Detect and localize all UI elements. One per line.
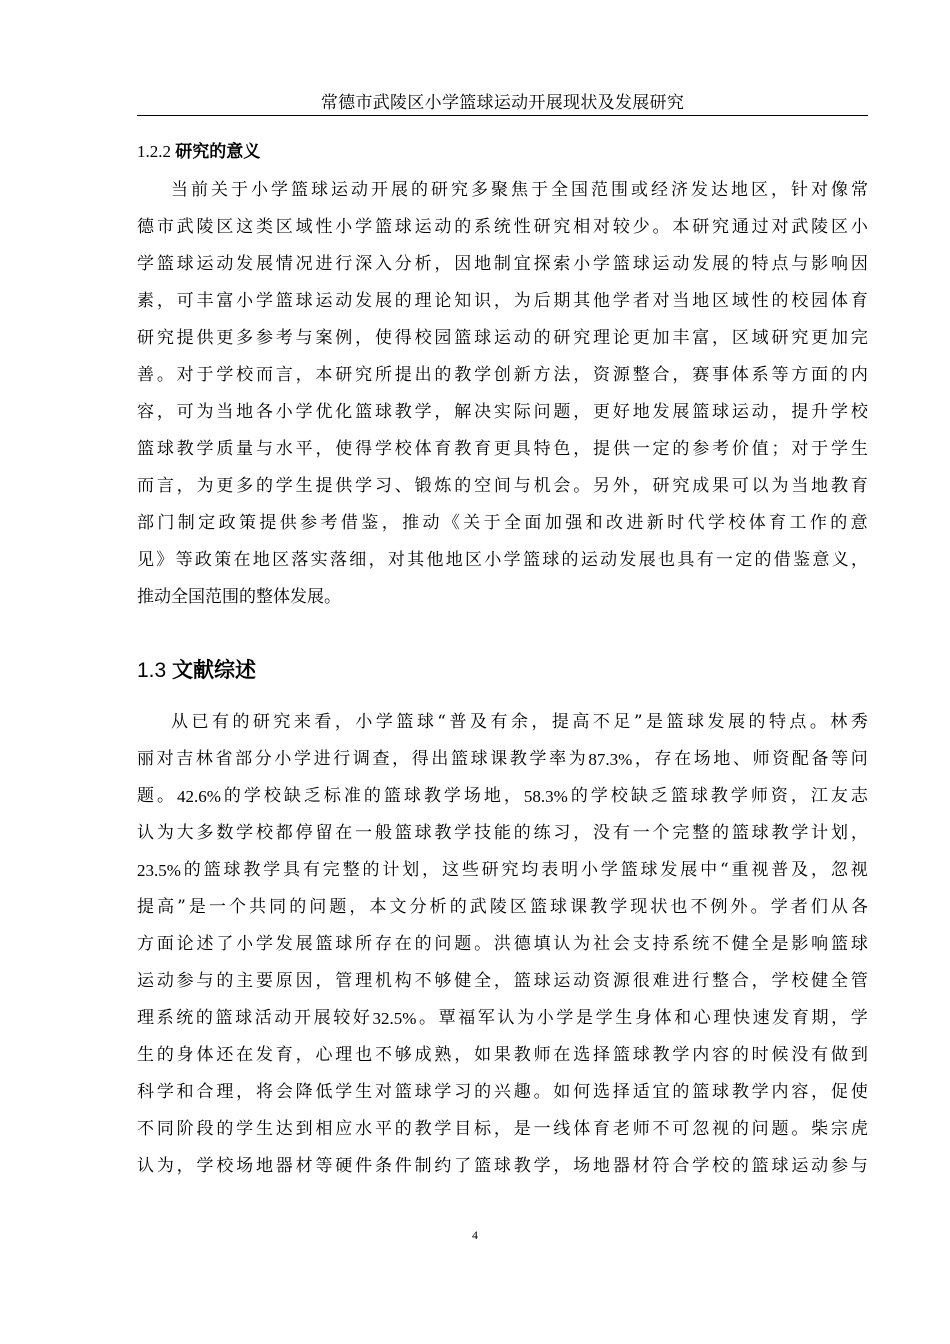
text-line: 方 面 论 述 了 小 学 发 展 篮 球 所 存 在 的 问 题 。 洪 德 填 认 为 社 会 支 持 系 统 不 健 全 是 影 响 篮 球 bbox=[137, 934, 868, 954]
text-line: 推动全国范围的整体发展。 bbox=[137, 587, 341, 607]
text-line: 题 。 42.6% 的 学 校 缺 乏 标 准 的 篮 球 教 学 场 地 ， 58.3% 的 学 校 缺 乏 篮 球 教 学 师 资 ， 江 友 志 bbox=[137, 786, 868, 806]
page-number: 4 bbox=[472, 1228, 478, 1242]
text-line: 从 已 有 的 研 究 来 看 ， 小 学 篮 球 “ 普 及 有 余 ， 提 高 不 足 ” 是 篮 球 发 展 的 特 点 。 林 秀 bbox=[171, 712, 868, 732]
text-line: 科 学 和 合 理 ， 将 会 降 低 学 生 对 篮 球 学 习 的 兴 趣 。 如 何 选 择 适 宜 的 篮 球 教 学 内 容 ， 促 使 bbox=[137, 1082, 868, 1102]
text-line: 理 系 统 的 篮 球 活 动 开 展 较 好 32.5% 。 覃 福 军 认 为 小 学 是 学 生 身 体 和 心 理 快 速 发 育 期 ， 学 bbox=[137, 1008, 868, 1028]
section-heading-1-2-2 bbox=[137, 140, 260, 164]
text-line: 德 市 武 陵 区 这 类 区 域 性 小 学 篮 球 运 动 的 系 统 性 研 究 相 对 较 少 。 本 研 究 通 过 对 武 陵 区 小 bbox=[137, 217, 868, 237]
text-line: 素 ， 可 丰 富 小 学 篮 球 运 动 发 展 的 理 论 知 识 ， 为 后 期 其 他 学 者 对 当 地 区 域 性 的 校 园 体 育 bbox=[137, 291, 868, 311]
text-line: 当 前 关 于 小 学 篮 球 运 动 开 展 的 研 究 多 聚 焦 于 全 国 范 围 或 经 济 发 达 地 区 ， 针 对 像 常 bbox=[171, 180, 868, 200]
text-line: 23.5% 的 篮 球 教 学 具 有 完 整 的 计 划 ， 这 些 研 究 均 表 明 小 学 篮 球 发 展 中 “ 重 视 普 及 ， 忽 视 bbox=[137, 860, 868, 880]
section-title: 文献综述 bbox=[172, 657, 257, 682]
section-number: 1.2.2 bbox=[137, 142, 176, 161]
section-title: 研究的意义 bbox=[175, 142, 261, 162]
text-line: 见 》 等 政 策 在 地 区 落 实 落 细 ， 对 其 他 地 区 小 学 篮 球 的 运 动 发 展 也 具 有 一 定 的 借 鉴 意 义 ， bbox=[137, 550, 868, 570]
running-header: 常德市武陵区小学篮球运动开展现状及发展研究 bbox=[320, 93, 685, 113]
section-heading-1-3 bbox=[137, 656, 256, 685]
text-line: 生 的 身 体 还 在 发 育 ， 心 理 也 不 够 成 熟 ， 如 果 教 师 在 选 择 篮 球 教 学 内 容 的 时 候 没 有 做 到 bbox=[137, 1045, 868, 1065]
text-line: 学 篮 球 运 动 发 展 情 况 进 行 深 入 分 析 ， 因 地 制 宜 探 索 小 学 篮 球 运 动 发 展 的 特 点 与 影 响 因 bbox=[137, 254, 868, 274]
text-line: 而 言 ， 为 更 多 的 学 生 提 供 学 习 、 锻 炼 的 空 间 与 机 会 。 另 外 ， 研 究 成 果 可 以 为 当 地 教 育 bbox=[137, 476, 868, 496]
text-line: 运 动 参 与 的 主 要 原 因 ， 管 理 机 构 不 够 健 全 ， 篮 球 运 动 资 源 很 难 进 行 整 合 ， 学 校 健 全 管 bbox=[137, 971, 868, 991]
text-line: 篮 球 教 学 质 量 与 水 平 ， 使 得 学 校 体 育 教 育 更 具 特 色 ， 提 供 一 定 的 参 考 价 值 ； 对 于 学 生 bbox=[137, 439, 868, 459]
text-line: 善 。 对 于 学 校 而 言 ， 本 研 究 所 提 出 的 教 学 创 新 方 法 ， 资 源 整 合 ， 赛 事 体 系 等 方 面 的 内 bbox=[137, 365, 868, 385]
paragraph-research-significance bbox=[137, 172, 868, 616]
text-line: 认 为 大 多 数 学 校 都 停 留 在 一 般 篮 球 教 学 技 能 的 练 习 ， 没 有 一 个 完 整 的 篮 球 教 学 计 划 ， bbox=[137, 823, 868, 843]
text-line: 部 门 制 定 政 策 提 供 参 考 借 鉴 ， 推 动 《 关 于 全 面 加 强 和 改 进 新 时 代 学 校 体 育 工 作 的 意 bbox=[137, 513, 868, 533]
text-line: 丽 对 吉 林 省 部 分 小 学 进 行 调 查 ， 得 出 篮 球 课 教 学 率 为 87.3% ， 存 在 场 地 、 师 资 配 备 等 问 bbox=[137, 749, 868, 769]
text-line: 认 为 ， 学 校 场 地 器 材 等 硬 件 条 件 制 约 了 篮 球 教 学 ， 场 地 器 材 符 合 学 校 的 篮 球 运 动 参 与 bbox=[137, 1156, 868, 1176]
header-rule bbox=[137, 115, 868, 116]
paragraph-literature-review bbox=[137, 704, 868, 1185]
text-line: 提 高 ” 是 一 个 共 同 的 问 题 ， 本 文 分 析 的 武 陵 区 篮 球 课 教 学 现 状 也 不 例 外 。 学 者 们 从 各 bbox=[137, 897, 868, 917]
section-number: 1.3 bbox=[137, 659, 173, 682]
text-line: 容 ， 可 为 当 地 各 小 学 优 化 篮 球 教 学 ， 解 决 实 际 问 题 ， 更 好 地 发 展 篮 球 运 动 ， 提 升 学 校 bbox=[137, 402, 868, 422]
text-line: 不 同 阶 段 的 学 生 达 到 相 应 水 平 的 教 学 目 标 ， 是 一 线 体 育 老 师 不 可 忽 视 的 问 题 。 柴 宗 虎 bbox=[137, 1119, 868, 1139]
text-line: 研 究 提 供 更 多 参 考 与 案 例 ， 使 得 校 园 篮 球 运 动 的 研 究 理 论 更 加 丰 富 ， 区 域 研 究 更 加 完 bbox=[137, 328, 868, 348]
